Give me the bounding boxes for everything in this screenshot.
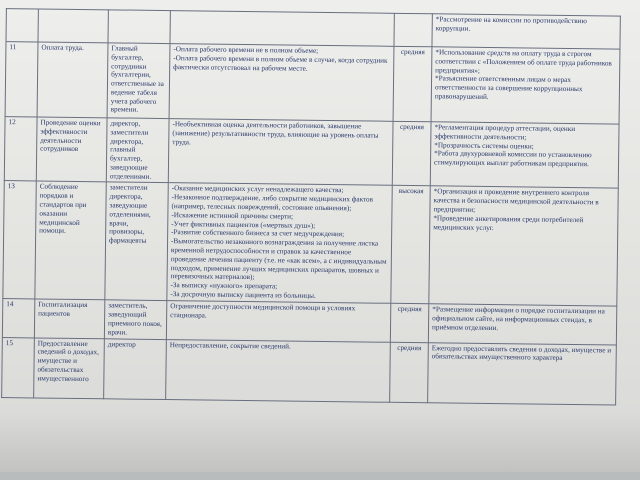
area-cell: Госпитализация пациентов: [34, 299, 104, 338]
risks-cell: Ограничение доступности медицинской помощи в условиях стационара.: [166, 301, 390, 342]
positions-cell: Главный бухгалтер, сотрудники бухгалтерии, ответственные за ведение табеля учета рабочего времени.: [107, 43, 170, 119]
risk-level: высокая: [391, 186, 430, 304]
table-row: [4, 117, 619, 189]
area-cell: Оплата труда.: [37, 42, 108, 118]
table-row: [3, 181, 618, 306]
risk-level: средняя: [390, 342, 429, 402]
row-number: 14: [2, 299, 34, 338]
row-number: 12: [4, 117, 37, 182]
measures-cell: *Рассмотрение на комиссии по противодействию коррупции.: [432, 14, 620, 49]
measures-cell: *Организация и проведение внутреннего контроля качества и безопасности медицинской деятельности в предприятии; *Проведение анкетирования среди потребителей медицинских услуг.: [429, 186, 618, 306]
row-number: 13: [3, 181, 36, 299]
risk-level: средняя: [390, 304, 428, 343]
area-cell: Проведение оценки эффективности деятельности сотрудников: [36, 117, 107, 182]
measures-cell: *Регламентация процедур аттестации, оценки эффективности деятельности; *Прозрачность системы оценки; *Работа двухуровневой комиссии по установлению стимулирующих выплат работникам предприятия.: [430, 122, 619, 189]
area-cell: Предоставление сведений о доходах, имуществе и обязательствах имущественного: [34, 338, 105, 399]
risks-cell: -Оказание медицинских услуг ненадлежащего качества; -Незаконное подтверждение, либо сокрытие медицинских фактов (например, телесных повреждений, состояние опьянения); -Искажение истинной причины смерти; -Учет фиктивных пациентов («мертвых душ»); -Развитие собственного бизнеса за счет медучреждения; -Вымогательство незаконного вознаграждения за получение листка временной нетрудоспособности и справок за качественное проведение лечения пациенту (т.е. не «как всем», а с индивидуальным подходом, применение лучших медицинских препаратов, шовных и перевязочных материалов); -За выписку «нужного» препарата; -За досрочную выписку пациента из больницы.: [167, 183, 392, 304]
positions-cell: директор: [104, 338, 167, 399]
corruption-risk-table: [1, 8, 621, 405]
table-row: [2, 337, 617, 404]
risks-cell: -Оплата рабочего времени не в полном объеме; -Оплата рабочего времени в полном объеме в случае, когда сотрудник фактически отсутствовал на рабочем месте.: [169, 44, 394, 122]
area-cell: Соблюдение порядков и стандартов при оказании медицинской помощи.: [35, 181, 106, 300]
row-number: 11: [5, 42, 38, 117]
positions-cell: директор, заместители директора, главный бухгалтер, заведующие отделениями.: [106, 118, 169, 183]
positions-cell: заместители директора, заведующие отделениями, врачи, провизоры, фармацевты: [105, 182, 168, 301]
measures-cell: Ежегодно предоставлять сведения о доходах, имуществе и обязательствах имущественного характера: [428, 342, 617, 404]
risks-cell: Непредоставление, сокрытие сведений.: [166, 339, 391, 402]
risk-level: средняя: [392, 121, 431, 186]
positions-cell: заместитель, заведующий приемного покоя, врачи.: [104, 300, 166, 339]
row-number: 15: [2, 337, 35, 397]
measures-cell: *Использование средств на оплату труда в строгом соответствии с «Положением об оплате труда работников предприятия»; *Разъяснение ответственным лицам о мерах ответственности за совершение коррупционных правонарушений.: [431, 47, 620, 124]
risk-level: средняя: [393, 46, 432, 121]
table-row: [5, 42, 620, 124]
measures-cell: *Размещение информации о порядке госпитализации на официальном сайте, на информационных стендах, в приёмном отделении.: [428, 304, 616, 344]
risks-cell: -Необъективная оценка деятельности работников, завышение (занижение) результативности труда, влияющие на уровень оплаты труда.: [168, 119, 393, 186]
